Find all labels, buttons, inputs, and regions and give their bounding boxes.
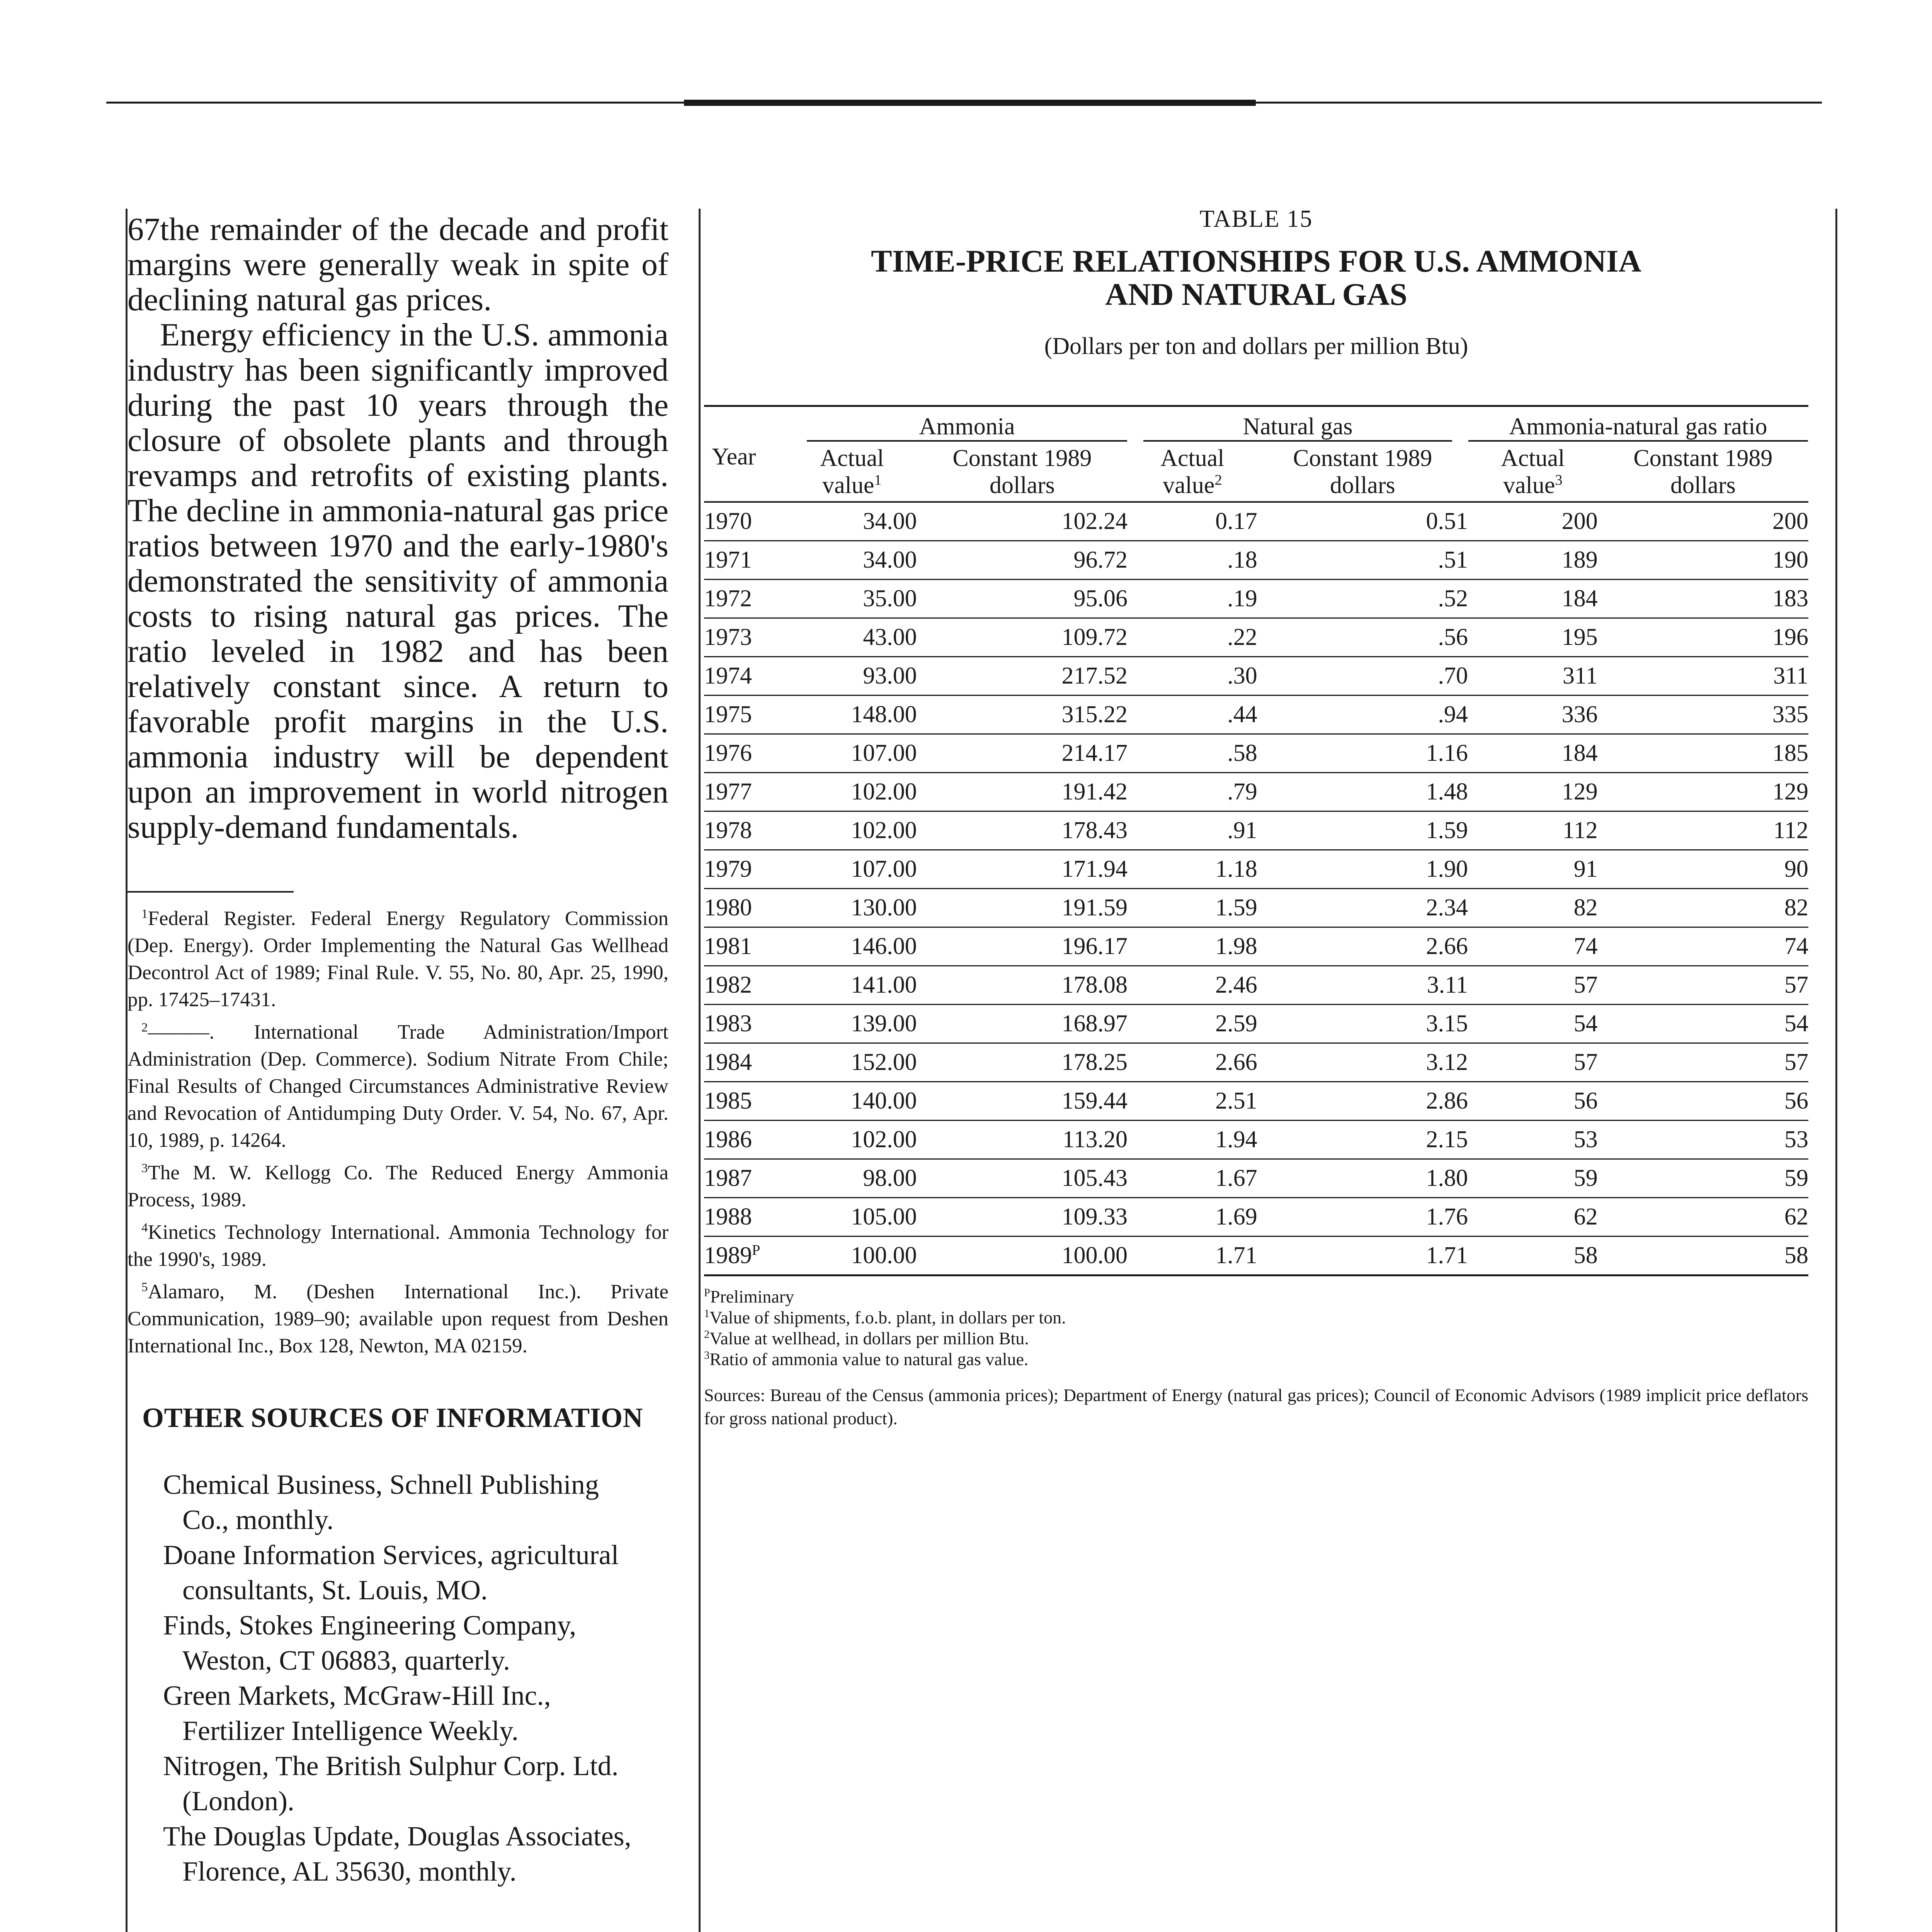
cell-year: 1983: [704, 1005, 787, 1043]
cell-ammonia-const: 168.97: [917, 1005, 1128, 1043]
column-divider-line: [699, 209, 701, 1932]
cell-gas-const: 2.15: [1257, 1121, 1468, 1159]
cell-ammonia-const: 109.33: [917, 1198, 1128, 1236]
cell-ratio-actual: 195: [1468, 618, 1598, 657]
top-rule-thick: [684, 100, 1256, 106]
cell-gas-const: .52: [1257, 580, 1468, 618]
cell-gas-actual: .58: [1128, 734, 1257, 773]
cell-ammonia-const: 95.06: [917, 580, 1128, 618]
cell-ammonia-actual: 130.00: [787, 889, 917, 927]
table-note: $^P$Preliminary: [704, 1287, 794, 1306]
table-notes: [704, 1286, 1808, 1430]
cell-ratio-const: 335: [1598, 696, 1808, 734]
cell-year: 1977: [704, 773, 787, 811]
cell-gas-actual: .18: [1128, 541, 1257, 580]
cell-gas-actual: 1.59: [1128, 889, 1257, 927]
footnote: $^2$———. International Trade Administration/Import Administration (Dep. Commerce). Sodium Nitrate From Chile; Final Results of Changed Circumstances Administrative Review and Revocation of Antidumping Duty Order. V. 54, No. 67, Apr. 10, 1989, p. 14264.: [128, 1020, 668, 1151]
cell-ratio-actual: 57: [1468, 1043, 1598, 1082]
footnote: $^3$The M. W. Kellogg Co. The Reduced Energy Ammonia Process, 1989.: [128, 1161, 668, 1211]
cell-ammonia-actual: 139.00: [787, 1005, 917, 1043]
col-header-gas-constant: Constant 1989 dollars: [1293, 445, 1432, 498]
cell-ammonia-const: 96.72: [917, 541, 1128, 580]
source-item: Nitrogen, The British Sulphur Corp. Ltd. (London).: [163, 1750, 619, 1816]
cell-ammonia-actual: 102.00: [787, 1121, 917, 1159]
cell-year: 1972: [704, 580, 787, 618]
table-15: [704, 205, 1808, 1430]
cell-gas-actual: .44: [1128, 696, 1257, 734]
table-row: [704, 1082, 1808, 1121]
cell-year: 1981: [704, 927, 787, 966]
cell-year: 1985: [704, 1082, 787, 1121]
group-header-ratio: Ammonia-natural gas ratio: [1468, 406, 1808, 443]
cell-gas-const: 2.34: [1257, 889, 1468, 927]
cell-gas-const: .56: [1257, 618, 1468, 657]
cell-year: 1971: [704, 541, 787, 580]
table-row: [704, 1236, 1808, 1276]
col-header-ammonia-actual: Actual value$^1$: [820, 445, 884, 498]
cell-ammonia-actual: 98.00: [787, 1159, 917, 1198]
left-column: [128, 212, 668, 1889]
cell-ratio-actual: 56: [1468, 1082, 1598, 1121]
cell-ratio-const: 57: [1598, 966, 1808, 1005]
cell-ratio-actual: 82: [1468, 889, 1598, 927]
cell-gas-const: 3.11: [1257, 966, 1468, 1005]
cell-gas-actual: 1.18: [1128, 850, 1257, 889]
cell-gas-const: 1.90: [1257, 850, 1468, 889]
cell-gas-const: .70: [1257, 657, 1468, 696]
cell-gas-const: 1.76: [1257, 1198, 1468, 1236]
cell-ratio-actual: 311: [1468, 657, 1598, 696]
cell-year: 1988: [704, 1198, 787, 1236]
cell-gas-actual: .91: [1128, 811, 1257, 850]
cell-gas-actual: 1.67: [1128, 1159, 1257, 1198]
footnotes: [128, 905, 668, 1359]
cell-ratio-actual: 74: [1468, 927, 1598, 966]
cell-gas-const: 3.12: [1257, 1043, 1468, 1082]
source-item: Green Markets, McGraw-Hill Inc., Fertilizer Intelligence Weekly.: [163, 1680, 551, 1746]
cell-year: 1984: [704, 1043, 787, 1082]
right-margin-line: [1835, 209, 1837, 1932]
cell-ammonia-actual: 148.00: [787, 696, 917, 734]
table-row: [704, 773, 1808, 811]
table-row: [704, 850, 1808, 889]
source-item: Finds, Stokes Engineering Company, Weston, CT 06883, quarterly.: [163, 1610, 577, 1676]
cell-ammonia-actual: 35.00: [787, 580, 917, 618]
cell-ammonia-const: 196.17: [917, 927, 1128, 966]
col-header-ratio-actual: Actual value$^3$: [1501, 445, 1565, 498]
cell-ratio-actual: 129: [1468, 773, 1598, 811]
cell-ammonia-actual: 152.00: [787, 1043, 917, 1082]
cell-ammonia-const: 178.43: [917, 811, 1128, 850]
cell-ratio-actual: 189: [1468, 541, 1598, 580]
cell-gas-const: 0.51: [1257, 502, 1468, 541]
cell-ratio-const: 59: [1598, 1159, 1808, 1198]
table-row: [704, 1121, 1808, 1159]
cell-ammonia-actual: 34.00: [787, 541, 917, 580]
footnote: $^5$Alamaro, M. (Deshen International Inc.). Private Communication, 1989–90; available upon request from Deshen International Inc., Box 128, Newton, MA 02159.: [128, 1280, 668, 1357]
cell-gas-actual: .19: [1128, 580, 1257, 618]
cell-year: 1979: [704, 850, 787, 889]
cell-ammonia-const: 191.42: [917, 773, 1128, 811]
group-header-natural-gas: Natural gas: [1128, 406, 1468, 443]
cell-gas-const: 2.86: [1257, 1082, 1468, 1121]
cell-ammonia-const: 105.43: [917, 1159, 1128, 1198]
cell-ammonia-const: 102.24: [917, 502, 1128, 541]
cell-gas-const: 1.16: [1257, 734, 1468, 773]
cell-gas-const: .51: [1257, 541, 1468, 580]
cell-ammonia-actual: 102.00: [787, 811, 917, 850]
cell-ratio-actual: 59: [1468, 1159, 1598, 1198]
cell-ratio-actual: 184: [1468, 734, 1598, 773]
table-row: [704, 502, 1808, 541]
cell-ammonia-const: 315.22: [917, 696, 1128, 734]
cell-ratio-actual: 200: [1468, 502, 1598, 541]
table-row: [704, 734, 1808, 773]
cell-ratio-const: 58: [1598, 1236, 1808, 1276]
cell-ammonia-actual: 107.00: [787, 850, 917, 889]
cell-year: 1973: [704, 618, 787, 657]
cell-gas-actual: 1.98: [1128, 927, 1257, 966]
cell-ammonia-const: 113.20: [917, 1121, 1128, 1159]
cell-gas-actual: 1.69: [1128, 1198, 1257, 1236]
cell-year: 1980: [704, 889, 787, 927]
cell-gas-actual: .79: [1128, 773, 1257, 811]
cell-ammonia-actual: 141.00: [787, 966, 917, 1005]
cell-ammonia-actual: 146.00: [787, 927, 917, 966]
cell-ratio-actual: 336: [1468, 696, 1598, 734]
cell-gas-actual: 0.17: [1128, 502, 1257, 541]
cell-ratio-actual: 57: [1468, 966, 1598, 1005]
price-table: [704, 405, 1808, 1276]
body-paragraph: Energy efficiency in the U.S. ammonia industry has been significantly improved during the past 10 years through the closure of obsolete plants and through revamps and retrofits of existing plants. The decline in ammonia-natural gas price ratios between 1970 and the early-1980's demonstrated the sensitivity of ammonia costs to rising natural gas prices. The ratio leveled in 1982 and has been relatively constant since. A return to favorable profit margins in the U.S. ammonia industry will be dependent upon an improvement in world nitrogen supply-demand fundamentals.: [128, 317, 668, 845]
cell-ratio-const: 129: [1598, 773, 1808, 811]
cell-ammonia-actual: 34.00: [787, 502, 917, 541]
cell-ammonia-const: 100.00: [917, 1236, 1128, 1276]
table-row: [704, 657, 1808, 696]
cell-gas-actual: 2.59: [1128, 1005, 1257, 1043]
table-note: $^3$Ratio of ammonia value to natural gas value.: [704, 1349, 1029, 1369]
cell-ratio-const: 200: [1598, 502, 1808, 541]
cell-gas-const: 3.15: [1257, 1005, 1468, 1043]
year-header: Year: [704, 406, 787, 502]
cell-ratio-const: 56: [1598, 1082, 1808, 1121]
table-row: [704, 541, 1808, 580]
table-row: [704, 1159, 1808, 1198]
table-note: $^2$Value at wellhead, in dollars per million Btu.: [704, 1328, 1029, 1348]
cell-year: 1982: [704, 966, 787, 1005]
table-row: [704, 966, 1808, 1005]
cell-ratio-const: 54: [1598, 1005, 1808, 1043]
cell-gas-actual: .22: [1128, 618, 1257, 657]
footnote: $^1$Federal Register. Federal Energy Regulatory Commission (Dep. Energy). Order Implementing the Natural Gas Wellhead Decontrol Act of 1989; Final Rule. V. 55, No. 80, Apr. 25, 1990, pp. 17425–17431.: [128, 907, 668, 1011]
source-item: Doane Information Services, agricultural consultants, St. Louis, MO.: [163, 1539, 619, 1605]
cell-ratio-const: 53: [1598, 1121, 1808, 1159]
cell-gas-actual: 1.94: [1128, 1121, 1257, 1159]
cell-gas-actual: 2.66: [1128, 1043, 1257, 1082]
cell-ammonia-const: 178.08: [917, 966, 1128, 1005]
cell-ammonia-actual: 107.00: [787, 734, 917, 773]
table-sources: Sources: Bureau of the Census (ammonia prices); Department of Energy (natural gas prices); Council of Economic Advisors (1989 implicit price deflators for gross national product).: [704, 1385, 1808, 1428]
table-row: [704, 618, 1808, 657]
cell-ammonia-const: 217.52: [917, 657, 1128, 696]
cell-ammonia-actual: 105.00: [787, 1198, 917, 1236]
cell-ammonia-actual: 102.00: [787, 773, 917, 811]
table-row: [704, 696, 1808, 734]
cell-ammonia-const: 171.94: [917, 850, 1128, 889]
cell-ratio-actual: 112: [1468, 811, 1598, 850]
source-item: Chemical Business, Schnell Publishing Co., monthly.: [163, 1469, 599, 1535]
cell-gas-const: 1.80: [1257, 1159, 1468, 1198]
other-sources-heading: OTHER SOURCES OF INFORMATION: [142, 1402, 643, 1433]
cell-gas-actual: 1.71: [1128, 1236, 1257, 1276]
cell-ammonia-const: 191.59: [917, 889, 1128, 927]
cell-year: 1976: [704, 734, 787, 773]
cell-ammonia-actual: 43.00: [787, 618, 917, 657]
cell-ratio-const: 196: [1598, 618, 1808, 657]
footnote: $^4$Kinetics Technology International. Ammonia Technology for the 1990's, 1989.: [128, 1221, 668, 1270]
group-header-ammonia: Ammonia: [787, 406, 1128, 443]
cell-ammonia-const: 109.72: [917, 618, 1128, 657]
cell-ratio-actual: 62: [1468, 1198, 1598, 1236]
cell-ratio-actual: 58: [1468, 1236, 1598, 1276]
cell-ammonia-actual: 100.00: [787, 1236, 917, 1276]
table-title: TIME-PRICE RELATIONSHIPS FOR U.S. AMMONIA AND NATURAL GAS: [871, 243, 1641, 312]
cell-gas-actual: 2.46: [1128, 966, 1257, 1005]
cell-year: 1987: [704, 1159, 787, 1198]
cell-ammonia-const: 178.25: [917, 1043, 1128, 1082]
source-item: The Douglas Update, Douglas Associates, Florence, AL 35630, monthly.: [163, 1821, 631, 1887]
cell-ratio-actual: 184: [1468, 580, 1598, 618]
cell-ammonia-actual: 140.00: [787, 1082, 917, 1121]
table-row: [704, 927, 1808, 966]
col-header-ammonia-constant: Constant 1989 dollars: [952, 445, 1092, 498]
cell-ratio-const: 190: [1598, 541, 1808, 580]
cell-year: 1986: [704, 1121, 787, 1159]
body-paragraph: 67the remainder of the decade and profit margins were generally weak in spite of declining natural gas prices.: [128, 211, 668, 318]
cell-gas-const: 1.59: [1257, 811, 1468, 850]
cell-year: 1970: [704, 502, 787, 541]
cell-ratio-const: 57: [1598, 1043, 1808, 1082]
cell-gas-actual: .30: [1128, 657, 1257, 696]
table-row: [704, 1005, 1808, 1043]
col-header-gas-actual: Actual value$^2$: [1160, 445, 1225, 498]
other-sources-list: [128, 1467, 646, 1889]
cell-year: 1974: [704, 657, 787, 696]
table-note: $^1$Value of shipments, f.o.b. plant, in dollars per ton.: [704, 1308, 1066, 1327]
cell-ratio-const: 90: [1598, 850, 1808, 889]
cell-gas-const: 2.66: [1257, 927, 1468, 966]
cell-ratio-const: 311: [1598, 657, 1808, 696]
table-label: TABLE 15: [1199, 205, 1313, 232]
cell-ratio-actual: 54: [1468, 1005, 1598, 1043]
cell-year: 1975: [704, 696, 787, 734]
table-row: [704, 1043, 1808, 1082]
cell-ratio-actual: 91: [1468, 850, 1598, 889]
cell-ratio-const: 82: [1598, 889, 1808, 927]
table-row: [704, 1198, 1808, 1236]
cell-gas-const: .94: [1257, 696, 1468, 734]
cell-ammonia-actual: 93.00: [787, 657, 917, 696]
cell-ammonia-const: 159.44: [917, 1082, 1128, 1121]
cell-ratio-actual: 53: [1468, 1121, 1598, 1159]
cell-ammonia-const: 214.17: [917, 734, 1128, 773]
cell-gas-const: 1.71: [1257, 1236, 1468, 1276]
cell-gas-actual: 2.51: [1128, 1082, 1257, 1121]
cell-gas-const: 1.48: [1257, 773, 1468, 811]
table-row: [704, 580, 1808, 618]
table-subtitle: (Dollars per ton and dollars per million Btu): [1044, 333, 1468, 359]
cell-ratio-const: 185: [1598, 734, 1808, 773]
cell-year: $1989^P$: [704, 1236, 787, 1276]
cell-ratio-const: 112: [1598, 811, 1808, 850]
cell-ratio-const: 62: [1598, 1198, 1808, 1236]
cell-ratio-const: 183: [1598, 580, 1808, 618]
table-row: [704, 889, 1808, 927]
footnote-rule: [128, 891, 294, 893]
table-row: [704, 811, 1808, 850]
cell-year: 1978: [704, 811, 787, 850]
col-header-ratio-constant: Constant 1989 dollars: [1633, 445, 1773, 498]
cell-ratio-const: 74: [1598, 927, 1808, 966]
